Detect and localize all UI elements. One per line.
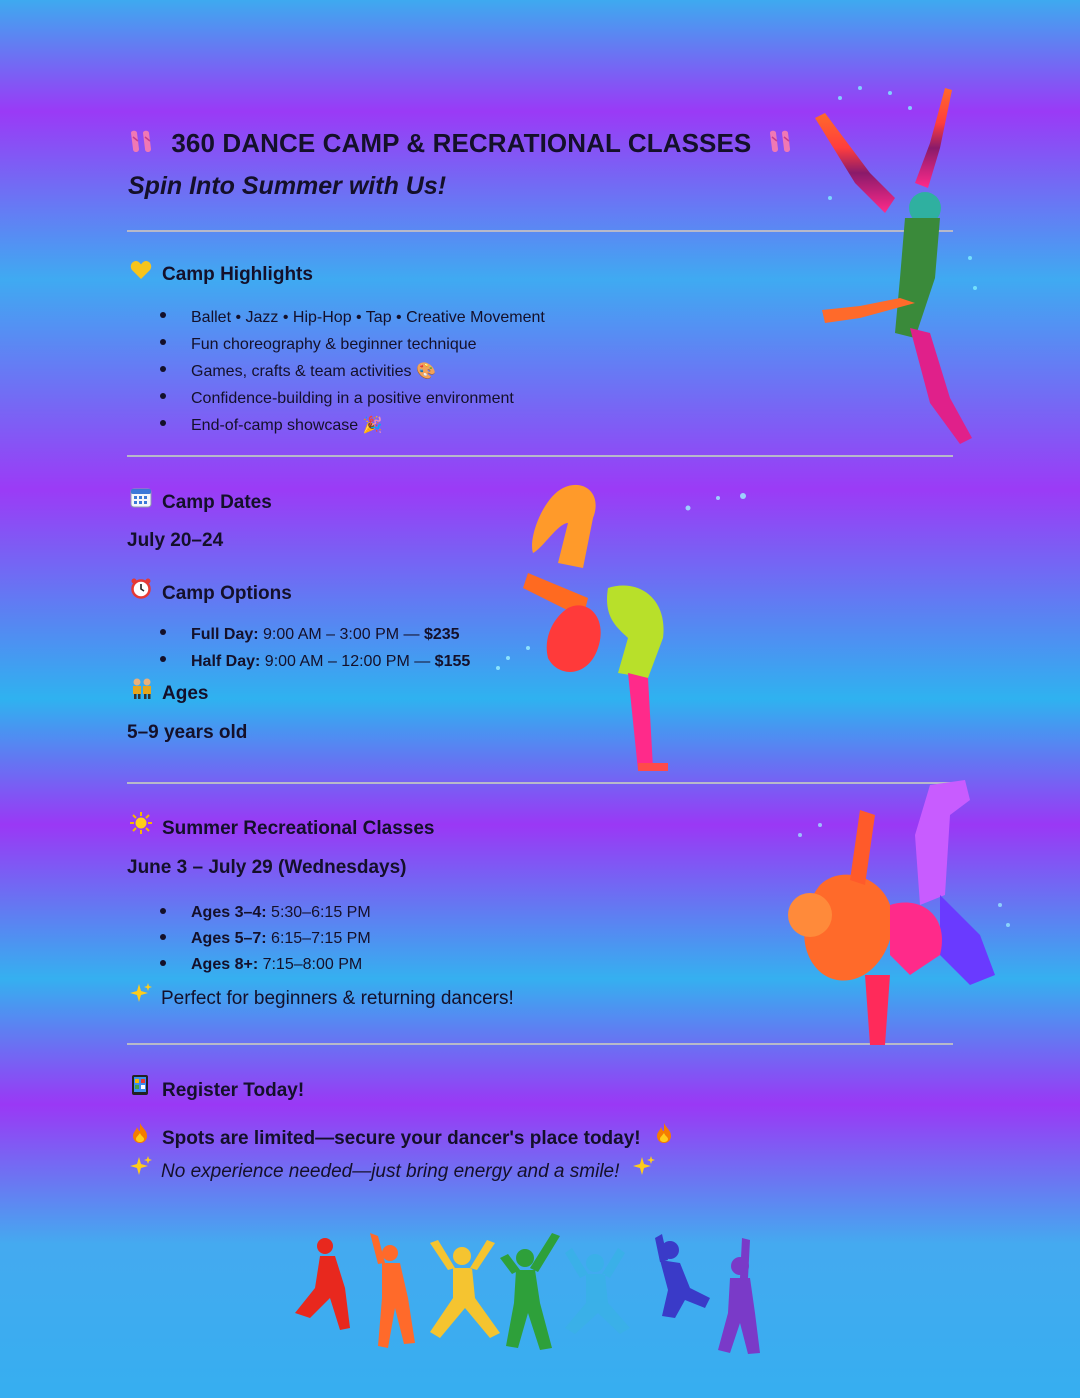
sparkles-icon — [130, 1155, 154, 1183]
list-item: Ages 5–7: 6:15–7:15 PM — [160, 926, 371, 952]
fire-icon — [654, 1122, 678, 1150]
options-list — [160, 621, 470, 675]
alarm-clock-icon — [130, 577, 154, 605]
page-subtitle: Spin Into Summer with Us! — [128, 172, 447, 200]
ages-value: 5–9 years old — [127, 722, 248, 743]
register-heading: Register Today! — [130, 1074, 304, 1102]
register-urgent: Spots are limited—secure your dancer's place today! — [130, 1122, 678, 1150]
recreational-heading: Summer Recreational Classes — [130, 812, 434, 840]
sun-icon — [130, 812, 154, 840]
options-heading: Camp Options — [130, 577, 292, 605]
list-item: End-of-camp showcase 🎉 — [160, 412, 545, 439]
list-item: Half Day: 9:00 AM – 12:00 PM — $155 — [160, 648, 470, 675]
ballet-shoes-icon — [128, 129, 158, 162]
ballet-shoes-icon — [767, 129, 797, 162]
calendar-icon — [130, 486, 154, 514]
title-text: 360 DANCE CAMP & RECRATIONAL CLASSES — [171, 128, 752, 158]
list-item: Ages 3–4: 5:30–6:15 PM — [160, 900, 371, 926]
jumping-silhouettes-illustration — [290, 1228, 775, 1363]
highlights-heading: Camp Highlights — [130, 260, 313, 286]
breakdancer-illustration — [780, 775, 1015, 1050]
highlights-list — [160, 304, 545, 439]
recreational-list — [160, 900, 371, 978]
list-item: Confidence-building in a positive environment — [160, 385, 545, 412]
sparkles-icon — [633, 1155, 657, 1183]
sparkles-icon — [130, 982, 154, 1010]
list-item: Ballet • Jazz • Hip-Hop • Tap • Creative Movement — [160, 304, 545, 331]
tablet-icon — [130, 1074, 154, 1102]
camp-dates-value: July 20–24 — [127, 530, 224, 551]
fire-icon — [130, 1122, 154, 1150]
dancer-leaping-illustration — [800, 78, 990, 448]
page-title — [128, 128, 797, 162]
yellow-heart-icon — [130, 260, 154, 286]
ages-heading: Ages — [130, 677, 208, 705]
divider — [127, 455, 953, 457]
dancer-handstand-illustration — [488, 478, 763, 783]
list-item: Ages 8+: 7:15–8:00 PM — [160, 952, 371, 978]
recreational-dates: June 3 – July 29 (Wednesdays) — [127, 857, 407, 878]
recreational-note: Perfect for beginners & returning dancers! — [130, 982, 514, 1010]
register-tagline: No experience needed—just bring energy and a smile! — [130, 1155, 657, 1183]
kids-icon — [130, 677, 154, 705]
list-item: Fun choreography & beginner technique — [160, 331, 545, 358]
dates-heading: Camp Dates — [130, 486, 272, 514]
list-item: Full Day: 9:00 AM – 3:00 PM — $235 — [160, 621, 470, 648]
list-item: Games, crafts & team activities 🎨 — [160, 358, 545, 385]
